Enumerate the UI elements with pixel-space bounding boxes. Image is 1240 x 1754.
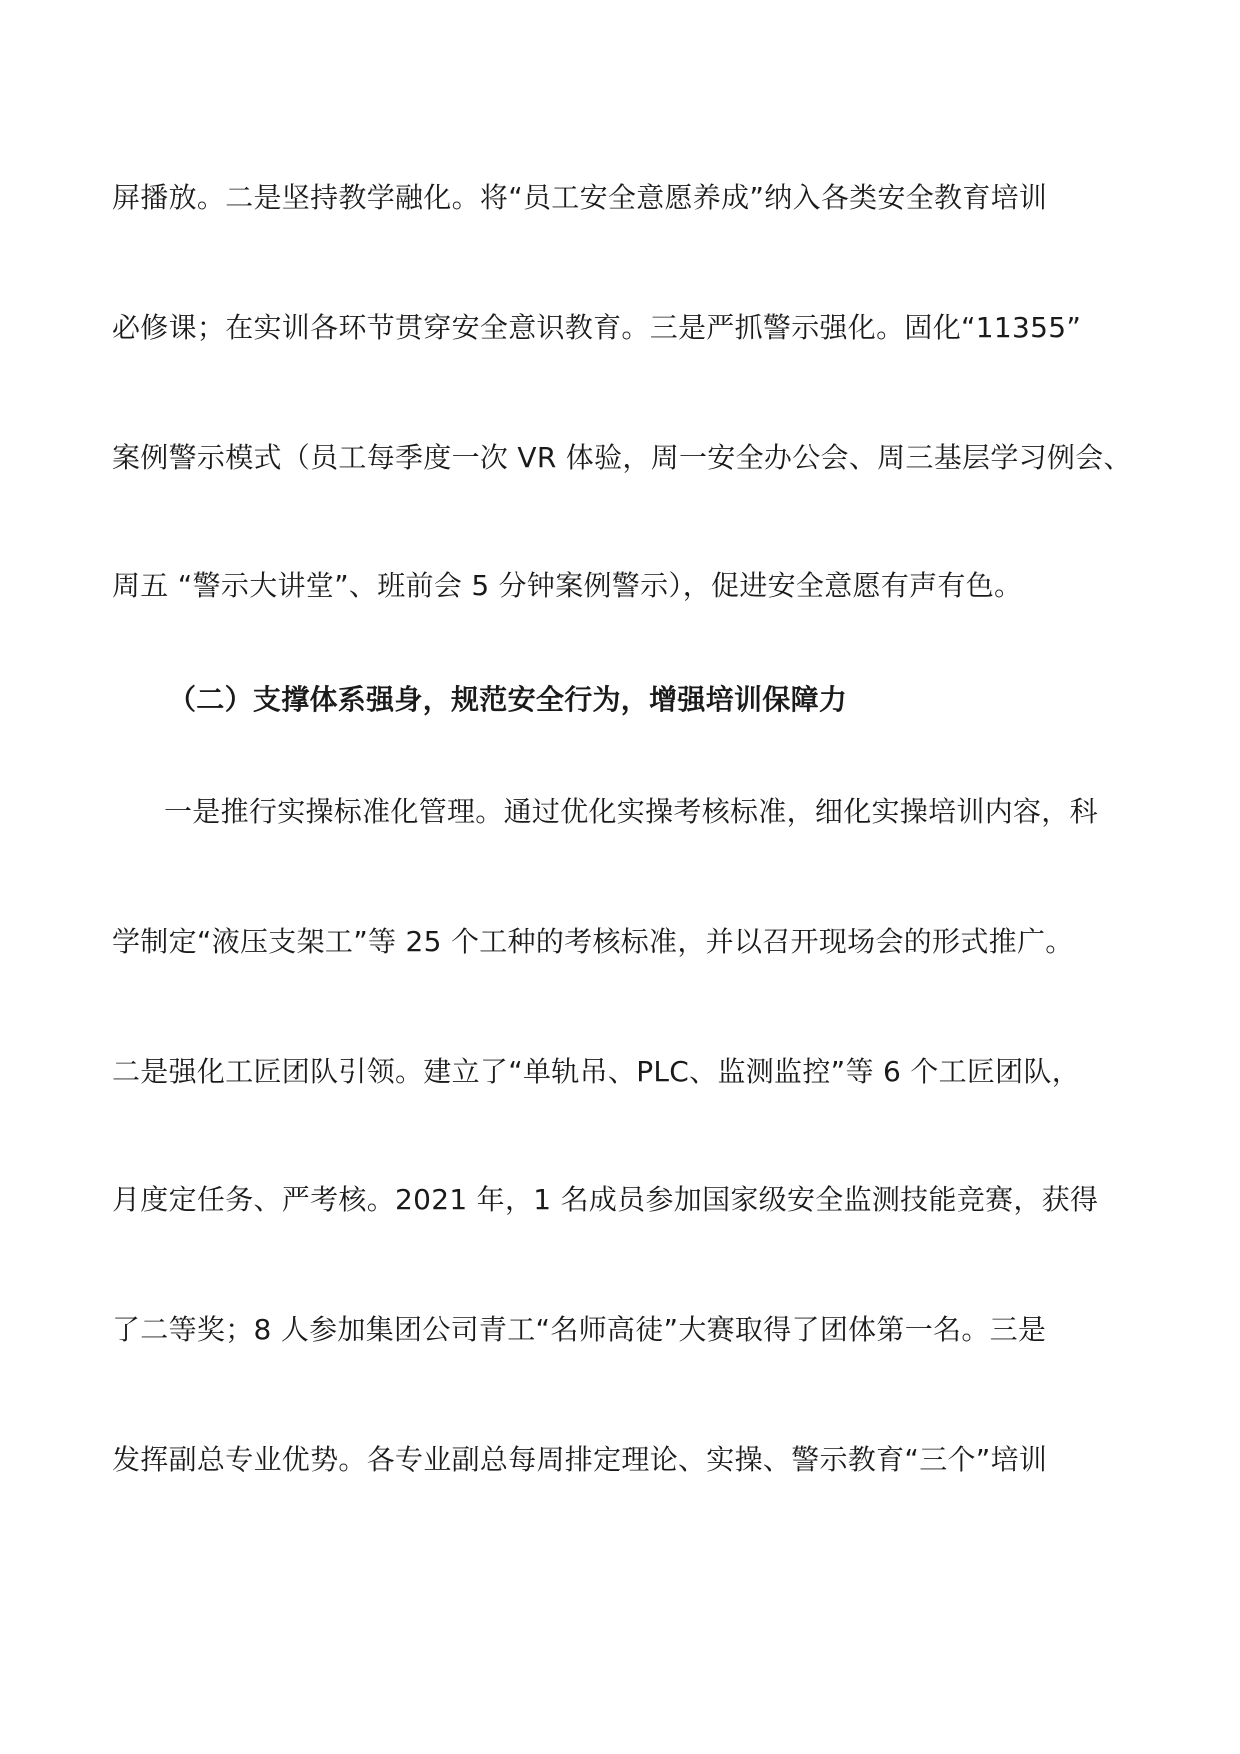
paragraph-line: 发挥副总专业优势。各专业副总每周排定理论、实操、警示教育“三个”培训	[112, 1443, 1048, 1476]
paragraph-line: 学制定“液压支架工”等 25 个工种的考核标准，并以召开现场会的形式推广。	[112, 925, 1074, 958]
paragraph-line: 了二等奖；8 人参加集团公司青工“名师高徒”大赛取得了团体第一名。三是	[112, 1313, 1047, 1346]
paragraph-line: 屏播放。二是坚持教学融化。将“员工安全意愿养成”纳入各类安全教育培训	[112, 181, 1048, 214]
paragraph-line: 案例警示模式（员工每季度一次 VR 体验，周一安全办公会、周三基层学习例会、	[112, 441, 1132, 474]
paragraph-line: 二是强化工匠团队引领。建立了“单轨吊、PLC、监测监控”等 6 个工匠团队，	[112, 1055, 1081, 1088]
paragraph-line: 周五 “警示大讲堂”、班前会 5 分钟案例警示），促进安全意愿有声有色。	[112, 569, 1023, 602]
paragraph-line: 一是推行实操标准化管理。通过优化实操考核标准，细化实操培训内容，科	[164, 795, 1098, 828]
section-heading: （二）支撑体系强身，规范安全行为，增强培训保障力	[168, 683, 848, 716]
paragraph-line: 必修课；在实训各环节贯穿安全意识教育。三是严抓警示强化。固化“11355”	[112, 311, 1082, 344]
paragraph-line: 月度定任务、严考核。2021 年，1 名成员参加国家级安全监测技能竞赛，获得	[112, 1183, 1099, 1216]
